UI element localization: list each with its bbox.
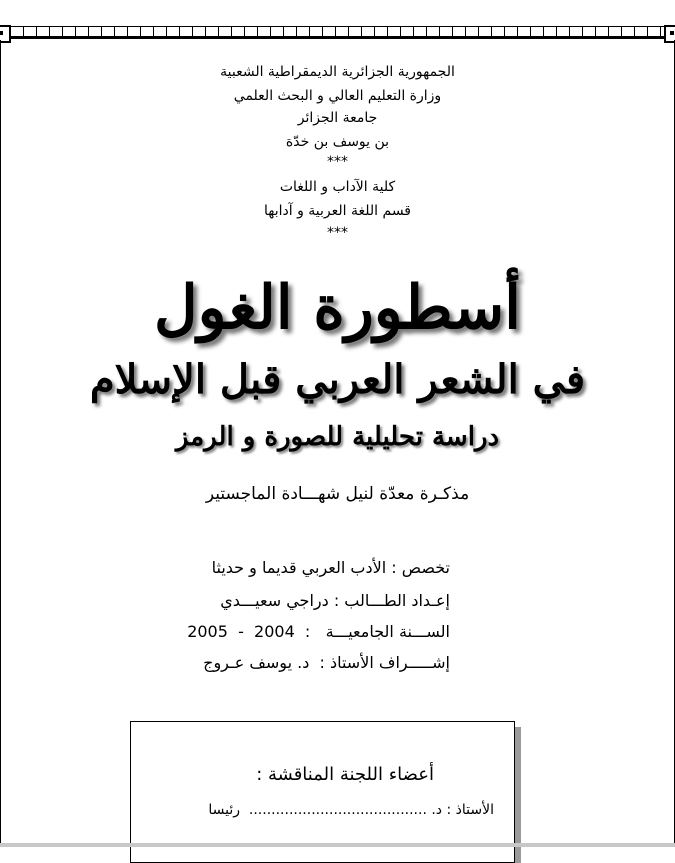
- info-specialty: تخصص : الأدب العربي قديما و حديثا: [211, 558, 450, 577]
- ruler-bar: [10, 36, 665, 39]
- committee-title: أعضاء اللجنة المناقشة :: [256, 764, 434, 785]
- header-faculty: كلية الآداب و اللغات: [279, 179, 396, 195]
- info-supervisor: إشـــــراف الأستاذ : د. يوسف عـروج: [203, 653, 450, 672]
- info-student: إعـداد الطـــالب : دراجي سعيـــدي: [220, 591, 450, 610]
- document-title: أسطورة الغول: [154, 273, 521, 343]
- committee-box: [130, 721, 515, 863]
- header-university-name: بن يوسف بن خدّة: [285, 134, 390, 150]
- header-university: جامعة الجزائر: [297, 110, 378, 126]
- committee-row: الأستاذ : د. ........................................ رئيسا: [208, 802, 494, 818]
- header-separator-2: ***: [327, 225, 348, 241]
- header-separator: ***: [327, 154, 348, 170]
- info-year: الســـنة الجامعيـــة : 2004 - 2005: [187, 622, 450, 641]
- bottom-scroll-edge: [0, 843, 675, 847]
- left-margin-handle-icon[interactable]: [0, 25, 11, 43]
- header-republic: الجمهورية الجزائرية الديمقراطية الشعبية: [220, 64, 455, 80]
- header-ministry: وزارة التعليم العالي و البحث العلمي: [233, 88, 442, 104]
- memo-line: مذكـرة معدّة لنيل شهـــادة الماجستير: [205, 484, 470, 504]
- document-subtitle-2: دراسة تحليلية للصورة و الرمز: [175, 422, 500, 452]
- document-subtitle: في الشعر العربي قبل الإسلام: [89, 356, 586, 403]
- header-department: قسم اللغة العربية و آدابها: [264, 203, 411, 219]
